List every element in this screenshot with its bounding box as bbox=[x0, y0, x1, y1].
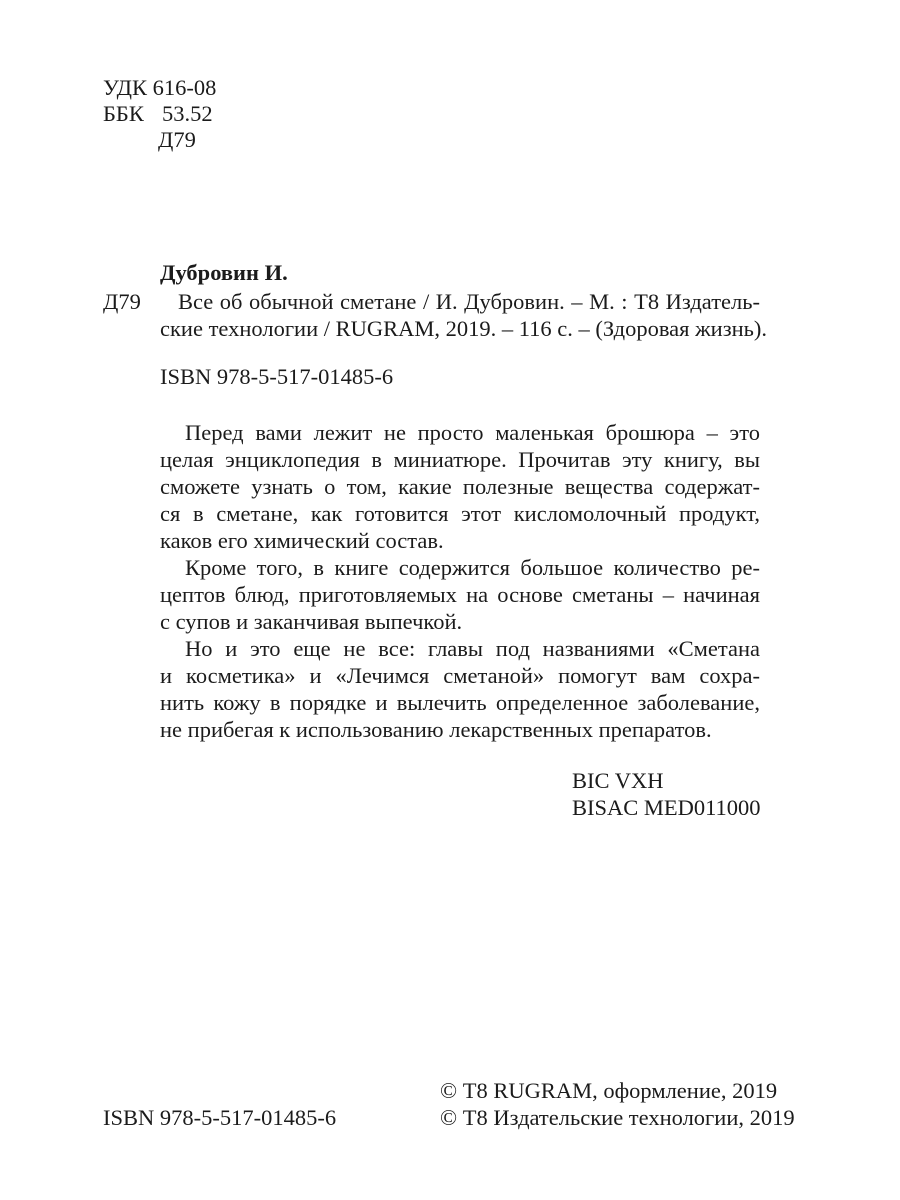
annotation-line: цептов блюд, приготовляемых на основе сметаны – начиная bbox=[160, 582, 760, 607]
bisac-code: BISAC MED011000 bbox=[572, 795, 761, 820]
annotation-line: каков его химический состав. bbox=[160, 528, 444, 553]
annotation-line: не прибегая к использованию лекарственных препаратов. bbox=[160, 717, 712, 742]
annotation-line: и косметика» и «Лечимся сметаной» помогут вам сохра- bbox=[160, 663, 760, 688]
annotation-line: Кроме того, в книге содержится большое количество ре- bbox=[185, 555, 760, 580]
annotation-line: сможете узнать о том, какие полезные вещества содержат- bbox=[160, 474, 760, 499]
annotation-line: нить кожу в порядке и вылечить определенное заболевание, bbox=[160, 690, 760, 715]
copyright-design: © Т8 RUGRAM, оформление, 2019 bbox=[440, 1078, 778, 1103]
annotation-line: Перед вами лежит не просто маленькая брошюра – это bbox=[185, 420, 760, 445]
annotation-line: Но и это еще не все: главы под названиями «Сметана bbox=[185, 636, 760, 661]
copyright-publisher: © Т8 Издательские технологии, 2019 bbox=[440, 1105, 795, 1130]
author-mark: Д79 bbox=[158, 127, 196, 152]
bibliography-line-1: Все об обычной сметане / И. Дубровин. – М. : Т8 Издатель- bbox=[178, 289, 760, 314]
annotation-line: целая энциклопедия в миниатюре. Прочитав эту книгу, вы bbox=[160, 447, 760, 472]
author-name: Дубровин И. bbox=[160, 260, 288, 285]
udk-code: УДК 616-08 bbox=[103, 75, 217, 100]
annotation-line: ся в сметане, как готовится этот кисломолочный продукт, bbox=[160, 501, 760, 526]
bibliography-line-2: ские технологии / RUGRAM, 2019. – 116 с. – (Здоровая жизнь). bbox=[160, 316, 768, 341]
bibliography-mark: Д79 bbox=[103, 289, 141, 314]
annotation-line: с супов и заканчивая выпечкой. bbox=[160, 609, 463, 634]
bbk-code: 53.52 bbox=[162, 101, 213, 126]
isbn-record: ISBN 978-5-517-01485-6 bbox=[160, 364, 394, 389]
footer-isbn: ISBN 978-5-517-01485-6 bbox=[103, 1105, 337, 1130]
bic-code: BIC VXH bbox=[572, 768, 664, 793]
bbk-label: ББК bbox=[103, 101, 144, 126]
